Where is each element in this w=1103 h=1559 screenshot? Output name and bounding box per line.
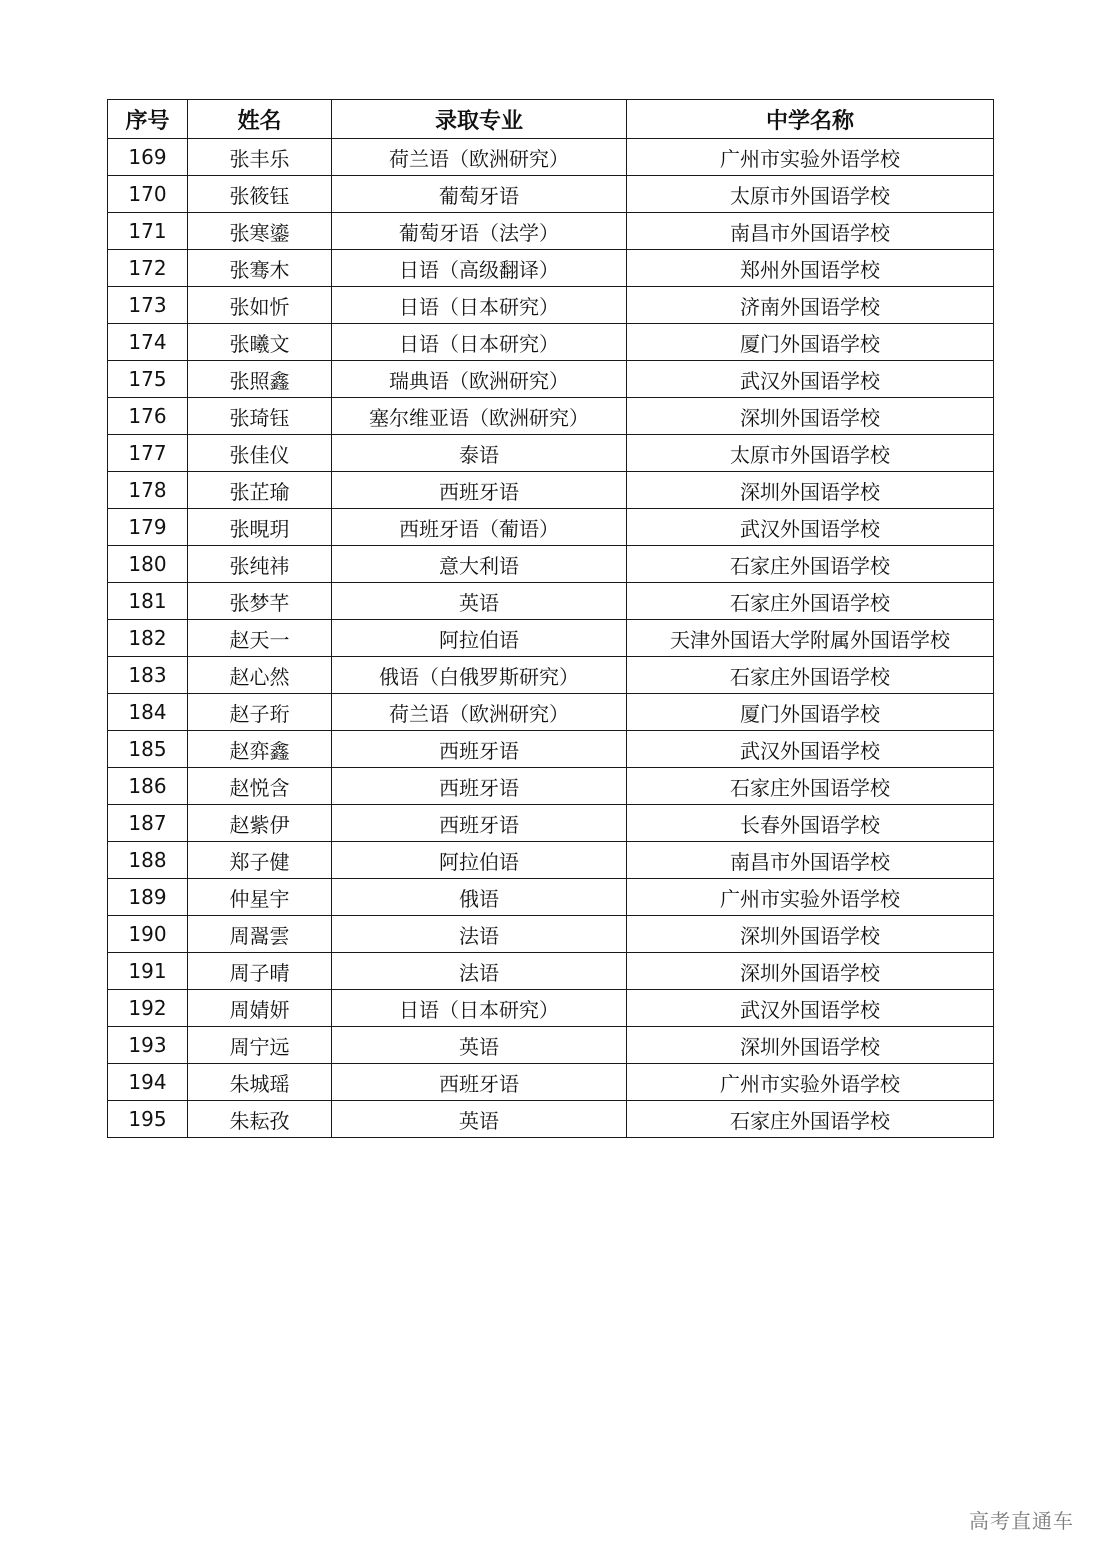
cell-major: 英语 [332,583,627,620]
cell-serial-number: 172 [108,250,188,287]
cell-school: 深圳外国语学校 [627,472,994,509]
cell-name: 赵悦含 [188,768,332,805]
cell-school: 武汉外国语学校 [627,990,994,1027]
table-row [108,361,994,398]
cell-school: 南昌市外国语学校 [627,842,994,879]
cell-serial-number: 188 [108,842,188,879]
table-row [108,287,994,324]
cell-serial-number: 185 [108,731,188,768]
cell-serial-number: 174 [108,324,188,361]
cell-school: 广州市实验外语学校 [627,879,994,916]
cell-major: 瑞典语（欧洲研究） [332,361,627,398]
cell-serial-number: 182 [108,620,188,657]
cell-major: 英语 [332,1101,627,1138]
cell-major: 荷兰语（欧洲研究） [332,139,627,176]
cell-major: 葡萄牙语 [332,176,627,213]
cell-school: 石家庄外国语学校 [627,583,994,620]
cell-school: 深圳外国语学校 [627,398,994,435]
cell-school: 石家庄外国语学校 [627,768,994,805]
table-header-row [108,100,994,139]
cell-school: 厦门外国语学校 [627,694,994,731]
cell-school: 太原市外国语学校 [627,176,994,213]
cell-school: 厦门外国语学校 [627,324,994,361]
table-row [108,472,994,509]
cell-major: 泰语 [332,435,627,472]
table-row [108,916,994,953]
cell-name: 朱城瑶 [188,1064,332,1101]
cell-school: 石家庄外国语学校 [627,546,994,583]
cell-major: 西班牙语 [332,1064,627,1101]
table-row [108,731,994,768]
table-row [108,1064,994,1101]
cell-name: 郑子健 [188,842,332,879]
cell-school: 广州市实验外语学校 [627,1064,994,1101]
table-body [108,139,994,1138]
cell-major: 意大利语 [332,546,627,583]
cell-major: 西班牙语（葡语） [332,509,627,546]
cell-serial-number: 171 [108,213,188,250]
cell-major: 荷兰语（欧洲研究） [332,694,627,731]
cell-serial-number: 169 [108,139,188,176]
cell-major: 法语 [332,916,627,953]
table-row [108,509,994,546]
cell-school: 石家庄外国语学校 [627,1101,994,1138]
cell-name: 张如忻 [188,287,332,324]
cell-serial-number: 183 [108,657,188,694]
cell-serial-number: 195 [108,1101,188,1138]
admission-table [107,99,994,1138]
cell-major: 西班牙语 [332,472,627,509]
cell-name: 周翯雲 [188,916,332,953]
cell-major: 西班牙语 [332,805,627,842]
cell-major: 法语 [332,953,627,990]
cell-school: 济南外国语学校 [627,287,994,324]
cell-name: 赵弈鑫 [188,731,332,768]
cell-name: 张琦钰 [188,398,332,435]
table-row [108,583,994,620]
cell-name: 赵紫伊 [188,805,332,842]
cell-serial-number: 175 [108,361,188,398]
cell-school: 深圳外国语学校 [627,1027,994,1064]
cell-major: 日语（日本研究） [332,324,627,361]
table-row [108,953,994,990]
cell-name: 赵子珩 [188,694,332,731]
table-row [108,139,994,176]
cell-serial-number: 189 [108,879,188,916]
cell-school: 深圳外国语学校 [627,953,994,990]
cell-serial-number: 176 [108,398,188,435]
cell-serial-number: 186 [108,768,188,805]
cell-major: 英语 [332,1027,627,1064]
cell-name: 周宁远 [188,1027,332,1064]
watermark-text: 高考直通车 [969,1509,1074,1533]
table-row [108,1027,994,1064]
cell-school: 长春外国语学校 [627,805,994,842]
cell-serial-number: 173 [108,287,188,324]
cell-name: 张筱钰 [188,176,332,213]
cell-serial-number: 177 [108,435,188,472]
cell-school: 武汉外国语学校 [627,509,994,546]
cell-school: 天津外国语大学附属外国语学校 [627,620,994,657]
cell-school: 南昌市外国语学校 [627,213,994,250]
cell-serial-number: 191 [108,953,188,990]
table-row [108,324,994,361]
table-row [108,176,994,213]
cell-major: 日语（高级翻译） [332,250,627,287]
table-row [108,657,994,694]
cell-major: 日语（日本研究） [332,990,627,1027]
cell-school: 深圳外国语学校 [627,916,994,953]
table-row [108,250,994,287]
cell-serial-number: 193 [108,1027,188,1064]
cell-major: 俄语 [332,879,627,916]
table-row [108,768,994,805]
cell-major: 阿拉伯语 [332,620,627,657]
cell-major: 葡萄牙语（法学） [332,213,627,250]
cell-school: 石家庄外国语学校 [627,657,994,694]
cell-name: 朱耘孜 [188,1101,332,1138]
table-row [108,879,994,916]
cell-name: 张照鑫 [188,361,332,398]
cell-name: 周子晴 [188,953,332,990]
cell-serial-number: 187 [108,805,188,842]
cell-name: 赵天一 [188,620,332,657]
cell-name: 张纯祎 [188,546,332,583]
cell-serial-number: 184 [108,694,188,731]
table-row [108,990,994,1027]
cell-serial-number: 192 [108,990,188,1027]
cell-serial-number: 170 [108,176,188,213]
table-row [108,1101,994,1138]
cell-major: 俄语（白俄罗斯研究） [332,657,627,694]
table-row [108,620,994,657]
table-row [108,842,994,879]
cell-serial-number: 179 [108,509,188,546]
cell-major: 日语（日本研究） [332,287,627,324]
cell-name: 张丰乐 [188,139,332,176]
cell-serial-number: 178 [108,472,188,509]
cell-name: 张佳仪 [188,435,332,472]
cell-school: 武汉外国语学校 [627,731,994,768]
cell-major: 西班牙语 [332,768,627,805]
cell-school: 郑州外国语学校 [627,250,994,287]
table-row [108,694,994,731]
header-serial-number: 序号 [108,100,188,139]
cell-name: 张骞木 [188,250,332,287]
cell-school: 太原市外国语学校 [627,435,994,472]
header-name: 姓名 [188,100,332,139]
header-major: 录取专业 [332,100,627,139]
table-row [108,805,994,842]
cell-name: 张寒鎏 [188,213,332,250]
cell-school: 广州市实验外语学校 [627,139,994,176]
table-row [108,213,994,250]
cell-name: 仲星宇 [188,879,332,916]
cell-name: 周婧妍 [188,990,332,1027]
cell-name: 张芷瑜 [188,472,332,509]
cell-serial-number: 190 [108,916,188,953]
table-row [108,398,994,435]
cell-serial-number: 180 [108,546,188,583]
table-row [108,546,994,583]
cell-major: 塞尔维亚语（欧洲研究） [332,398,627,435]
table-row [108,435,994,472]
cell-name: 张晛玥 [188,509,332,546]
cell-serial-number: 181 [108,583,188,620]
cell-serial-number: 194 [108,1064,188,1101]
cell-major: 阿拉伯语 [332,842,627,879]
cell-name: 张梦芊 [188,583,332,620]
cell-name: 赵心然 [188,657,332,694]
cell-major: 西班牙语 [332,731,627,768]
header-school: 中学名称 [627,100,994,139]
cell-school: 武汉外国语学校 [627,361,994,398]
cell-name: 张曦文 [188,324,332,361]
